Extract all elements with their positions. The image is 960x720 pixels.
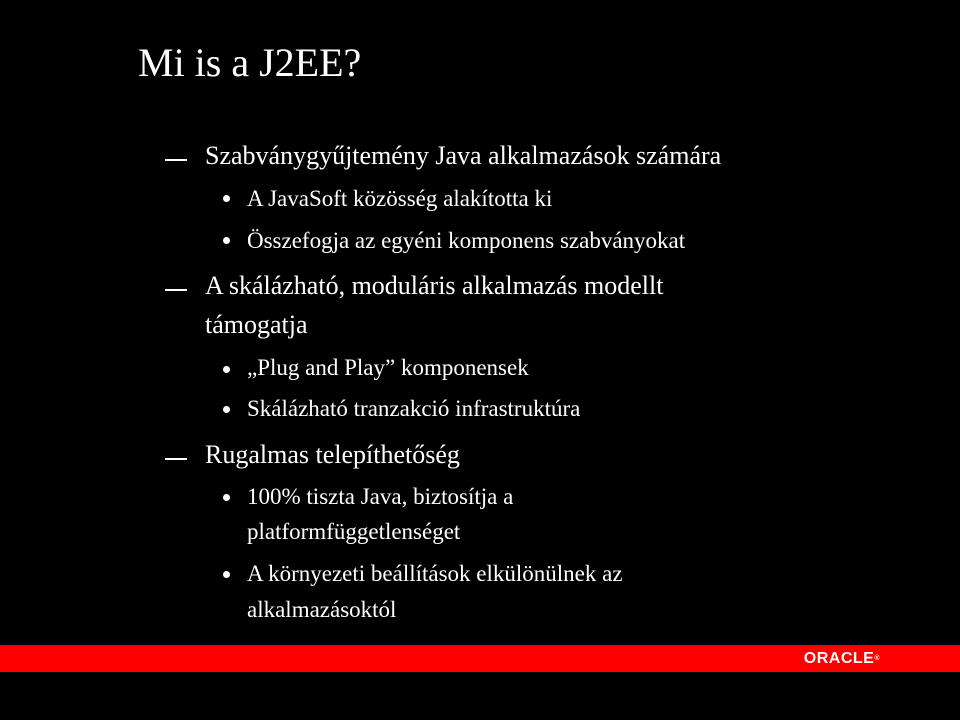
bullet-icon: [223, 237, 230, 244]
oracle-logo: [804, 648, 880, 669]
point-1-text: Szabványgyűjtemény Java alkalmazások számára: [205, 141, 722, 170]
point-2-sub-1: „Plug and Play” komponensek: [247, 355, 529, 380]
point-2-text-line1: A skálázható, moduláris alkalmazás modellt: [205, 271, 664, 300]
dash-bullet-icon: [165, 458, 187, 460]
bullet-icon: [223, 366, 230, 373]
bullet-icon: [223, 571, 230, 578]
point-3-sub-2-line1: A környezeti beállítások elkülönülnek az: [247, 561, 623, 586]
point-2-sub-2: Skálázható tranzakció infrastruktúra: [247, 396, 581, 421]
point-3-sub-2-line2: alkalmazásoktól: [247, 597, 397, 622]
point-1-sub-2: Összefogja az egyéni komponens szabványokat: [247, 228, 686, 253]
dash-bullet-icon: [165, 159, 187, 161]
bullet-icon: [223, 406, 230, 413]
oracle-logo-text: ORACLE: [803, 650, 875, 667]
point-3-sub-1-line1: 100% tiszta Java, biztosítja a: [247, 484, 514, 509]
dash-bullet-icon: [165, 289, 187, 291]
point-1-sub-1: A JavaSoft közösség alakította ki: [247, 186, 553, 211]
point-3-text: Rugalmas telepíthetőség: [205, 440, 460, 469]
bullet-icon: [223, 494, 230, 501]
point-3-sub-1-line2: platformfüggetlenséget: [247, 519, 461, 544]
bullet-icon: [223, 195, 230, 202]
point-2-text-line2: támogatja: [205, 310, 308, 339]
registered-mark: ®: [874, 655, 880, 662]
slide-title: Mi is a J2EE?: [138, 40, 362, 85]
